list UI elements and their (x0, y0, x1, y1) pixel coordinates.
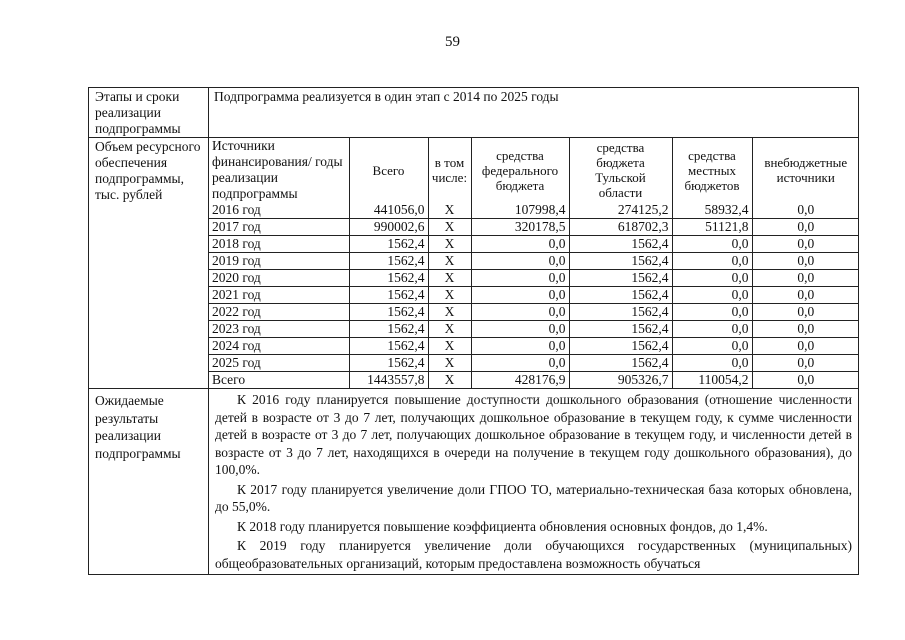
extrabudget-cell: 0,0 (752, 355, 859, 372)
year-cell: Всего (209, 372, 349, 389)
x-cell: Х (428, 270, 471, 287)
total-cell: 990002,6 (349, 219, 428, 236)
total-cell: 1562,4 (349, 270, 428, 287)
total-cell: 1562,4 (349, 304, 428, 321)
year-cell: 2019 год (209, 253, 349, 270)
local-cell: 0,0 (672, 321, 752, 338)
federal-cell: 0,0 (471, 355, 569, 372)
funding-data-row (209, 355, 859, 372)
regional-cell: 1562,4 (569, 355, 672, 372)
local-cell: 0,0 (672, 355, 752, 372)
federal-cell: 0,0 (471, 304, 569, 321)
header-extrabudget: внебюджетные источники (752, 138, 859, 202)
federal-cell: 0,0 (471, 236, 569, 253)
local-cell: 0,0 (672, 287, 752, 304)
funding-data-row (209, 338, 859, 355)
year-cell: 2024 год (209, 338, 349, 355)
year-cell: 2016 год (209, 202, 349, 219)
year-cell: 2023 год (209, 321, 349, 338)
x-cell: Х (428, 287, 471, 304)
stages-label: Этапы и сроки реализации подпрограммы (89, 88, 209, 138)
x-cell: Х (428, 338, 471, 355)
funding-data-row (209, 372, 859, 389)
regional-cell: 1562,4 (569, 287, 672, 304)
funding-data-row (209, 304, 859, 321)
regional-cell: 1562,4 (569, 253, 672, 270)
total-cell: 1562,4 (349, 338, 428, 355)
results-paragraph: К 2016 году планируется повышение доступности дошкольного образования (отношение численности детей в возрасте от 3 до 7 лет, получающих дошкольное образование в текущем году, к сумме численности детей в возрасте от 3 до 7 лет, получающих дошкольное образование в текущем году, и численности детей в возрасте от 3 до 7 лет, находящихся в очереди на получение в текущем году дошкольного образования), до 100,0%. (215, 392, 852, 477)
regional-cell: 1562,4 (569, 270, 672, 287)
extrabudget-cell: 0,0 (752, 304, 859, 321)
funding-data-row (209, 270, 859, 287)
total-cell: 1443557,8 (349, 372, 428, 389)
extrabudget-cell: 0,0 (752, 338, 859, 355)
x-cell: Х (428, 219, 471, 236)
extrabudget-cell: 0,0 (752, 253, 859, 270)
regional-cell: 274125,2 (569, 202, 672, 219)
local-cell: 0,0 (672, 253, 752, 270)
passport-table (88, 87, 859, 575)
header-sources: Источники финансирования/ годы реализации подпрограммы (209, 138, 349, 202)
federal-cell: 0,0 (471, 287, 569, 304)
federal-cell: 107998,4 (471, 202, 569, 219)
page-number: 59 (445, 34, 460, 50)
total-cell: 1562,4 (349, 287, 428, 304)
funding-header-row (209, 138, 859, 202)
local-cell: 0,0 (672, 338, 752, 355)
funding-table (209, 138, 859, 388)
federal-cell: 0,0 (471, 321, 569, 338)
federal-cell: 0,0 (471, 338, 569, 355)
year-cell: 2021 год (209, 287, 349, 304)
local-cell: 110054,2 (672, 372, 752, 389)
header-regional: средства бюджета Тульской области (569, 138, 672, 202)
results-label: Ожидаемые результаты реализации подпрограммы (89, 389, 209, 575)
funding-data-row (209, 219, 859, 236)
header-including: в том числе: (428, 138, 471, 202)
total-cell: 1562,4 (349, 321, 428, 338)
funding-data-row (209, 287, 859, 304)
funding-data-row (209, 253, 859, 270)
extrabudget-cell: 0,0 (752, 219, 859, 236)
year-cell: 2020 год (209, 270, 349, 287)
local-cell: 0,0 (672, 304, 752, 321)
regional-cell: 905326,7 (569, 372, 672, 389)
results-paragraph: К 2018 году планируется повышение коэффициента обновления основных фондов, до 1,4%. (237, 518, 768, 534)
results-text (209, 389, 858, 572)
extrabudget-cell: 0,0 (752, 236, 859, 253)
regional-cell: 1562,4 (569, 304, 672, 321)
local-cell: 51121,8 (672, 219, 752, 236)
total-cell: 441056,0 (349, 202, 428, 219)
x-cell: Х (428, 372, 471, 389)
funding-data-row (209, 236, 859, 253)
extrabudget-cell: 0,0 (752, 321, 859, 338)
funding-data-row (209, 321, 859, 338)
total-cell: 1562,4 (349, 236, 428, 253)
funding-data-row (209, 202, 859, 219)
total-cell: 1562,4 (349, 253, 428, 270)
extrabudget-cell: 0,0 (752, 202, 859, 219)
year-cell: 2018 год (209, 236, 349, 253)
funding-body (209, 202, 859, 388)
federal-cell: 0,0 (471, 270, 569, 287)
local-cell: 58932,4 (672, 202, 752, 219)
x-cell: Х (428, 202, 471, 219)
total-cell: 1562,4 (349, 355, 428, 372)
extrabudget-cell: 0,0 (752, 372, 859, 389)
federal-cell: 428176,9 (471, 372, 569, 389)
regional-cell: 618702,3 (569, 219, 672, 236)
year-cell: 2022 год (209, 304, 349, 321)
regional-cell: 1562,4 (569, 236, 672, 253)
x-cell: Х (428, 321, 471, 338)
x-cell: Х (428, 253, 471, 270)
x-cell: Х (428, 304, 471, 321)
year-cell: 2017 год (209, 219, 349, 236)
stages-text: Подпрограмма реализуется в один этап с 2014 по 2025 годы (214, 89, 559, 104)
regional-cell: 1562,4 (569, 321, 672, 338)
year-cell: 2025 год (209, 355, 349, 372)
funding-label: Объем ресурсного обеспечения подпрограммы, тыс. рублей (89, 138, 209, 389)
x-cell: Х (428, 355, 471, 372)
federal-cell: 0,0 (471, 253, 569, 270)
local-cell: 0,0 (672, 236, 752, 253)
results-paragraph: К 2019 году планируется увеличение доли обучающихся государственных (муниципальных) общеобразовательных организаций, которым предоставлена возможность обучаться (215, 538, 852, 571)
header-total: Всего (349, 138, 428, 202)
funding-row (89, 138, 859, 389)
extrabudget-cell: 0,0 (752, 270, 859, 287)
regional-cell: 1562,4 (569, 338, 672, 355)
federal-cell: 320178,5 (471, 219, 569, 236)
extrabudget-cell: 0,0 (752, 287, 859, 304)
stages-row (89, 88, 859, 138)
results-paragraph: К 2017 году планируется увеличение доли ГПОО ТО, материально-техническая база которых обновлена, до 55,0%. (215, 481, 852, 514)
local-cell: 0,0 (672, 270, 752, 287)
x-cell: Х (428, 236, 471, 253)
results-row (89, 389, 859, 575)
header-local: средства местных бюджетов (672, 138, 752, 202)
header-federal: средства федерального бюджета (471, 138, 569, 202)
